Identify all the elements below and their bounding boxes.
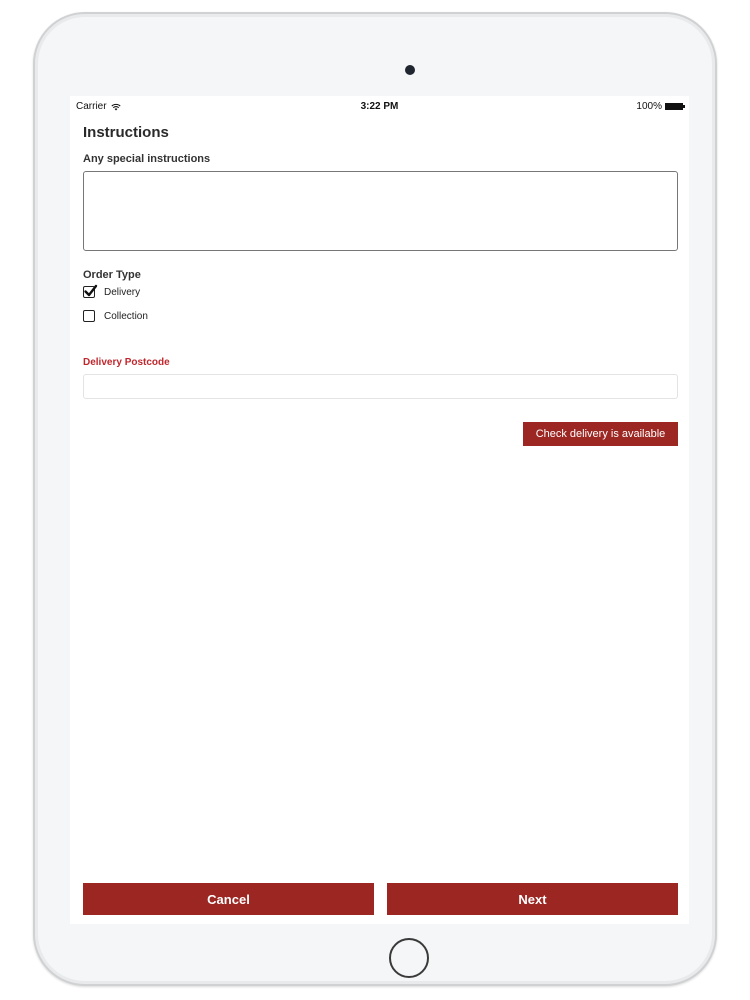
collection-label: Collection <box>104 310 148 322</box>
next-button[interactable]: Next <box>387 883 678 915</box>
check-delivery-button[interactable]: Check delivery is available <box>523 422 678 446</box>
instructions-label: Any special instructions <box>83 153 211 165</box>
carrier-label: Carrier <box>76 101 107 112</box>
camera-icon <box>405 65 415 75</box>
status-time: 3:22 PM <box>360 101 399 112</box>
delivery-checkbox[interactable] <box>83 286 95 298</box>
collection-option[interactable] <box>83 310 148 322</box>
order-type-label: Order Type <box>83 269 141 281</box>
cancel-button[interactable]: Cancel <box>83 883 374 915</box>
collection-checkbox[interactable] <box>83 310 95 322</box>
app-screen <box>70 96 689 924</box>
battery-percent: 100% <box>636 101 662 112</box>
checkmark-icon <box>83 284 98 298</box>
instructions-textarea[interactable] <box>83 171 678 251</box>
delivery-option[interactable] <box>83 286 140 298</box>
status-bar <box>70 96 689 116</box>
delivery-label: Delivery <box>104 286 141 298</box>
postcode-label: Delivery Postcode <box>83 357 170 368</box>
status-battery <box>636 101 683 112</box>
home-button[interactable] <box>389 938 429 978</box>
battery-icon <box>665 103 683 110</box>
postcode-input[interactable] <box>83 374 678 399</box>
page-title: Instructions <box>83 124 169 141</box>
